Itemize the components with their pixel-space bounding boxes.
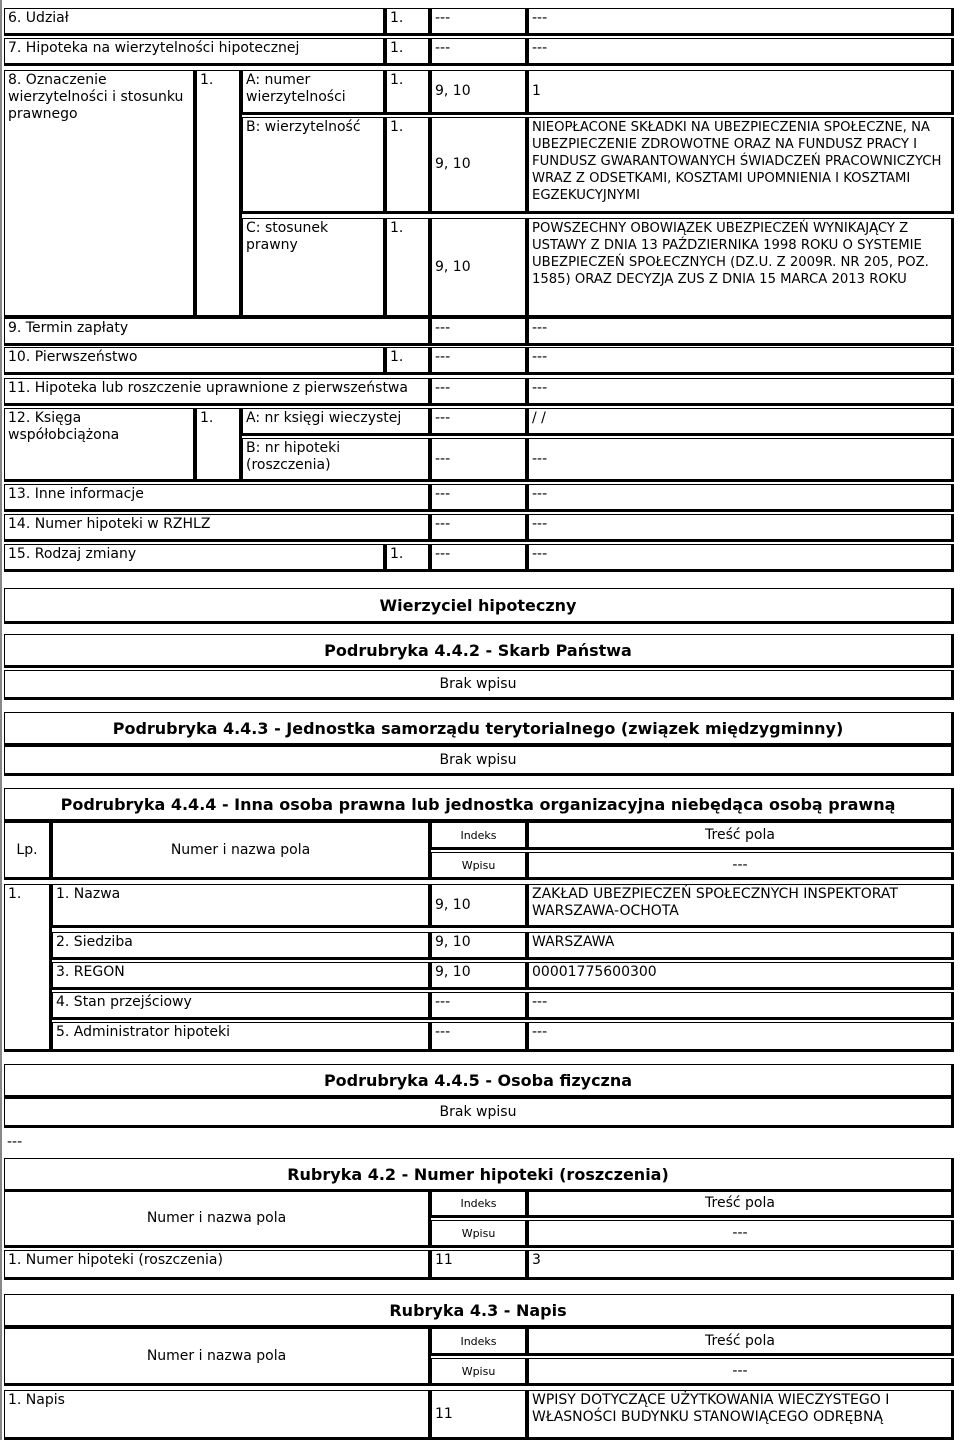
p444-row-name: 5. Administrator hipoteki: [52, 1022, 431, 1052]
r43-header-name: Numer i nazwa pola: [4, 1328, 431, 1386]
section-8a-label: A: numer wierzytelności: [242, 70, 386, 115]
p444-row-name: 1. Nazwa: [52, 884, 431, 928]
section-6-number: 1.: [386, 8, 431, 36]
p444-row-index: 9, 10: [431, 962, 528, 990]
p444-row-value: 00001775600300: [528, 962, 954, 990]
p444-header-index: Indeks: [431, 822, 528, 850]
p444-header-dash: ---: [528, 852, 954, 880]
section-8c-number: 1.: [386, 218, 431, 318]
p444-header-name: Numer i nazwa pola: [52, 822, 431, 880]
section-8c-index: 9, 10: [431, 218, 528, 318]
section-12a-index: ---: [431, 408, 528, 436]
p444-title: Podrubryka 4.4.4 - Inna osoba prawna lub jednostka organizacyjna niebędąca osobą prawną: [4, 788, 954, 822]
section-15-number: 1.: [386, 544, 431, 572]
p444-row-value: WARSZAWA: [528, 932, 954, 960]
section-9-label: 9. Termin zapłaty: [4, 318, 431, 346]
p444-row-index: 9, 10: [431, 932, 528, 960]
section-10-number: 1.: [386, 347, 431, 375]
section-12a-label: A: nr księgi wieczystej: [242, 408, 431, 436]
r43-header-content: Treść pola: [528, 1328, 954, 1356]
section-11-label: 11. Hipoteka lub roszczenie uprawnione z pierwszeństwa: [4, 378, 431, 406]
r43-header-wpisu: Wpisu: [431, 1358, 528, 1386]
p444-header-content: Treść pola: [528, 822, 954, 850]
section-10-value: ---: [528, 347, 954, 375]
r42-header-content: Treść pola: [528, 1190, 954, 1218]
section-11-value: ---: [528, 378, 954, 406]
p445-title: Podrubryka 4.4.5 - Osoba fizyczna: [4, 1064, 954, 1098]
section-15-index: ---: [431, 544, 528, 572]
section-8-number: 1.: [196, 70, 242, 318]
r42-row-index: 11: [431, 1250, 528, 1280]
p444-row-name: 3. REGON: [52, 962, 431, 990]
section-12b-label: B: nr hipoteki (roszczenia): [242, 438, 431, 482]
section-6-index: ---: [431, 8, 528, 36]
r43-header-dash: ---: [528, 1358, 954, 1386]
p445-dash: ---: [7, 1134, 23, 1150]
section-8b-label: B: wierzytelność: [242, 117, 386, 214]
section-12b-value: ---: [528, 438, 954, 482]
section-8c-label: C: stosunek prawny: [242, 218, 386, 318]
section-9-value: ---: [528, 318, 954, 346]
section-12-number: 1.: [196, 408, 242, 482]
section-8b-value: NIEOPŁACONE SKŁADKI NA UBEZPIECZENIA SPOŁECZNE, NA UBEZPIECZENIE ZDROWOTNE ORAZ NA FUNDUSZ PRACY I FUNDUSZ GWARANTOWANYCH ŚWIADCZEŃ PRACOWNICZYCH WRAZ Z ODSETKAMI, KOSZTAMI UPOMNIENIA I KOSZTAMI EGZEKUCYJNYMI: [528, 117, 954, 214]
section-6-value: ---: [528, 8, 954, 36]
section-12-label: 12. Księga współobciążona: [4, 408, 196, 482]
section-7-label: 7. Hipoteka na wierzytelności hipotecznej: [4, 38, 386, 66]
section-10-index: ---: [431, 347, 528, 375]
section-11-index: ---: [431, 378, 528, 406]
section-8b-index: 9, 10: [431, 117, 528, 214]
section-7-value: ---: [528, 38, 954, 66]
r43-row-name: 1. Napis: [4, 1390, 431, 1440]
wierzyciel-heading: Wierzyciel hipoteczny: [4, 588, 954, 624]
p444-row-index: ---: [431, 1022, 528, 1052]
p442-title: Podrubryka 4.4.2 - Skarb Państwa: [4, 634, 954, 668]
r42-row-value: 3: [528, 1250, 954, 1280]
section-12a-value: / /: [528, 408, 954, 436]
r42-title: Rubryka 4.2 - Numer hipoteki (roszczenia): [4, 1158, 954, 1192]
p444-row-value: ---: [528, 1022, 954, 1052]
section-12b-index: ---: [431, 438, 528, 482]
p444-row-value: ZAKŁAD UBEZPIECZEŃ SPOŁECZNYCH INSPEKTORAT WARSZAWA-OCHOTA: [528, 884, 954, 928]
p443-empty: Brak wpisu: [4, 746, 954, 776]
p444-header-wpisu: Wpisu: [431, 852, 528, 880]
r43-header-index: Indeks: [431, 1328, 528, 1356]
p443-title: Podrubryka 4.4.3 - Jednostka samorządu terytorialnego (związek międzygminny): [4, 712, 954, 746]
section-8-label: 8. Oznaczenie wierzytelności i stosunku prawnego: [4, 70, 196, 318]
section-14-index: ---: [431, 514, 528, 542]
section-10-label: 10. Pierwszeństwo: [4, 347, 386, 375]
p444-header-lp: Lp.: [4, 822, 52, 880]
p444-row-value: ---: [528, 992, 954, 1020]
r43-row-value: WPISY DOTYCZĄCE UŻYTKOWANIA WIECZYSTEGO I WŁASNOŚCI BUDYNKU STANOWIĄCEGO ODRĘBNĄ: [528, 1390, 954, 1440]
section-15-value: ---: [528, 544, 954, 572]
p442-empty: Brak wpisu: [4, 670, 954, 700]
p445-empty: Brak wpisu: [4, 1098, 954, 1128]
section-8a-number: 1.: [386, 70, 431, 115]
p444-lp: 1.: [4, 884, 52, 1052]
r43-title: Rubryka 4.3 - Napis: [4, 1294, 954, 1328]
section-13-label: 13. Inne informacje: [4, 484, 431, 512]
r43-row-index: 11: [431, 1390, 528, 1440]
section-6-label: 6. Udział: [4, 8, 386, 36]
section-14-label: 14. Numer hipoteki w RZHLZ: [4, 514, 431, 542]
r42-header-dash: ---: [528, 1220, 954, 1248]
section-8a-index: 9, 10: [431, 70, 528, 115]
r42-header-wpisu: Wpisu: [431, 1220, 528, 1248]
p444-row-index: ---: [431, 992, 528, 1020]
section-8c-value: POWSZECHNY OBOWIĄZEK UBEZPIECZEŃ WYNIKAJĄCY Z USTAWY Z DNIA 13 PAŹDZIERNIKA 1998 ROKU O SYSTEMIE UBEZPIECZEŃ SPOŁECZNYCH (DZ.U. Z 2009R. NR 205, POZ. 1585) ORAZ DECYZJA ZUS Z DNIA 15 MARCA 2013 ROKU: [528, 218, 954, 318]
section-7-index: ---: [431, 38, 528, 66]
section-14-value: ---: [528, 514, 954, 542]
p444-row-index: 9, 10: [431, 884, 528, 928]
section-8a-value: 1: [528, 70, 954, 115]
section-9-index: ---: [431, 318, 528, 346]
r42-row-name: 1. Numer hipoteki (roszczenia): [4, 1250, 431, 1280]
section-15-label: 15. Rodzaj zmiany: [4, 544, 386, 572]
section-13-index: ---: [431, 484, 528, 512]
r42-header-index: Indeks: [431, 1190, 528, 1218]
section-8b-number: 1.: [386, 117, 431, 214]
p444-row-name: 2. Siedziba: [52, 932, 431, 960]
section-13-value: ---: [528, 484, 954, 512]
r42-header-name: Numer i nazwa pola: [4, 1190, 431, 1248]
left-edge-line: [0, 0, 2, 1440]
section-7-number: 1.: [386, 38, 431, 66]
p444-row-name: 4. Stan przejściowy: [52, 992, 431, 1020]
